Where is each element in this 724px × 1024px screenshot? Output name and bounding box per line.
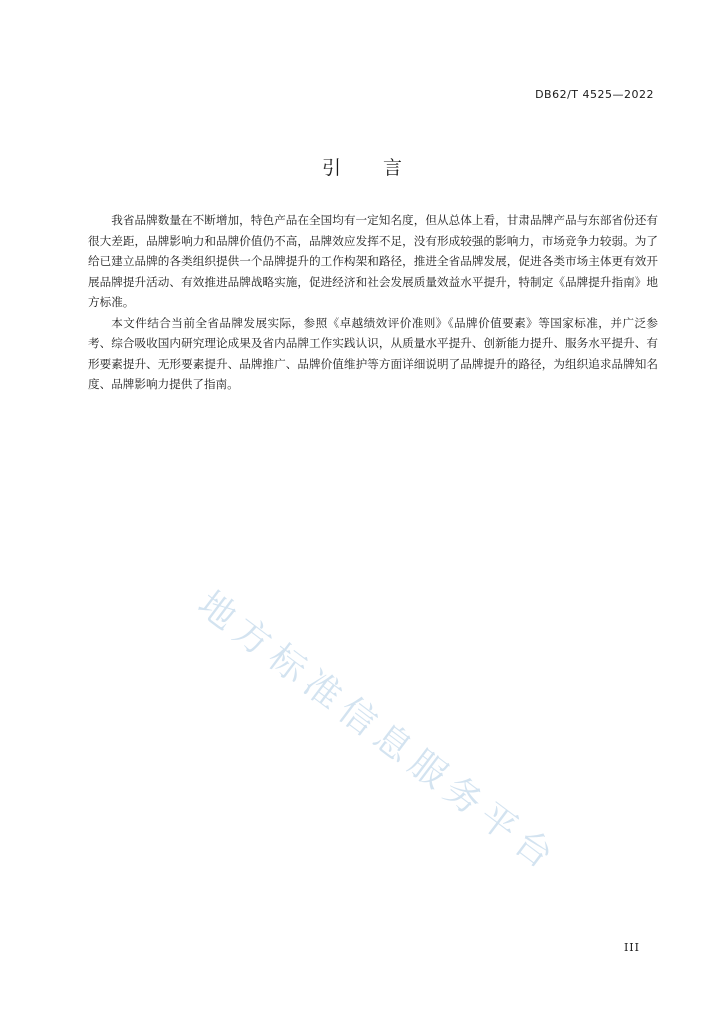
- watermark: 地方标准信息服务平台: [190, 583, 567, 882]
- paragraph-2: 本文件结合当前全省品牌发展实际，参照《卓越绩效评价准则》《品牌价值要素》等国家标准，并广泛参考、综合吸收国内研究理论成果及省内品牌工作实践认识，从质量水平提升、创新能力提升、服务水平提升、有形要素提升、无形要素提升、品牌推广、品牌价值维护等方面详细说明了品牌提升的路径，为组织追求品牌知名度、品牌影响力提供了指南。: [88, 315, 658, 391]
- title-char-2: 言: [383, 157, 403, 179]
- paragraph-1: 我省品牌数量在不断增加，特色产品在全国均有一定知名度，但从总体上看，甘肃品牌产品与东部省份还有很大差距，品牌影响力和品牌价值仍不高，品牌效应发挥不足，没有形成较强的影响力，市场竞争力较弱。为了给已建立品牌的各类组织提供一个品牌提升的工作构架和路径，推进全省品牌发展，促进各类市场主体更有效开展品牌提升活动、有效推进品牌战略实施，促进经济和社会发展质量效益水平提升，特制定《品牌提升指南》地方标准。: [88, 213, 658, 309]
- title-char-1: 引: [321, 157, 341, 179]
- introduction-body: [88, 210, 658, 395]
- page-title: [0, 153, 724, 180]
- standard-code: DB62/T 4525—2022: [535, 88, 654, 101]
- page-number: III: [623, 941, 640, 954]
